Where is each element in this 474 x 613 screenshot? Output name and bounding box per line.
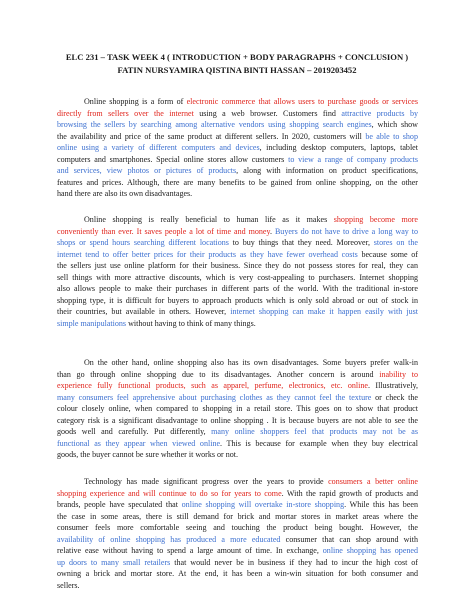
- body-text: that would never be in business if they had to incur the high cost of: [170, 557, 418, 567]
- body-text: features and prices. Although, there are many benefits to be gained from online shopping, on the other: [57, 177, 418, 187]
- body-text: using a web browser. Customers find: [193, 108, 342, 118]
- body-text: or check the: [371, 392, 418, 402]
- text-line: [57, 522, 418, 534]
- text-line: [57, 438, 418, 450]
- body-text: shopping type, it is difficult for buyers to approach products which is only sold abroad or out of stock in: [57, 295, 418, 305]
- text-line: [57, 237, 418, 249]
- text-line: [57, 214, 418, 226]
- text-line: [57, 249, 418, 261]
- body-text: than go through online shopping due to its disadvantages. Another concern is around: [57, 369, 380, 379]
- blue-highlight-text: many consumers feel apprehensive about purchasing clothes as they cannot feel the texture: [57, 392, 372, 402]
- text-line: [57, 488, 418, 500]
- text-line: [57, 415, 418, 427]
- text-line: [57, 142, 418, 154]
- red-highlight-text: electronic commerce that allows users to purchase goods or services: [186, 97, 419, 106]
- body-text: to buy things that they need. Moreover,: [228, 238, 374, 248]
- body-text: goods, the buyer cannot be sure whether it works or not.: [57, 450, 239, 460]
- paragraph-body-disadvantages: [57, 357, 418, 461]
- red-highlight-text: consumers a better online: [328, 477, 418, 486]
- body-text: . While this has been: [344, 500, 418, 510]
- body-text: . Illustratively,: [367, 381, 418, 391]
- text-line: [57, 226, 418, 238]
- body-text: , including desktop computers, laptops, tablet: [259, 143, 418, 153]
- body-text: On the other hand, online shopping also has its own disadvantages. Some buyers prefer walk-in: [84, 358, 418, 367]
- blue-highlight-text: availability of online shopping has produced a more educated: [57, 534, 281, 544]
- text-line: [57, 177, 418, 189]
- blue-highlight-text: stores on the: [373, 238, 418, 248]
- blue-highlight-text: Buyers do not have to drive a long way to: [274, 226, 418, 236]
- blue-highlight-text: online using a variety of different computers and devices: [57, 143, 260, 153]
- text-line: [57, 188, 418, 200]
- text-line: [57, 260, 418, 272]
- blue-highlight-text: online shopping will overtake in-store shopping: [181, 500, 345, 510]
- text-line: [57, 392, 418, 404]
- blue-highlight-text: to view a range of company products: [288, 154, 418, 164]
- text-line: [57, 272, 418, 284]
- text-line: [57, 119, 418, 131]
- text-line: [57, 154, 418, 166]
- body-text: Technology has made significant progress over the years to provide: [84, 477, 329, 486]
- text-line: [57, 96, 418, 108]
- blue-highlight-text: and services, view photos or pictures of products: [57, 166, 237, 176]
- text-line: [57, 557, 418, 569]
- body-text: relative ease without having to spend a large amount of time. In exchange,: [57, 546, 323, 556]
- body-text: brands, people have speculated that: [57, 500, 182, 510]
- body-text: sellers.: [57, 580, 80, 590]
- body-text: colour closely online, when compared to shopping in a retail store. This goes on to show that product: [57, 404, 418, 414]
- text-line: [57, 108, 418, 120]
- body-text: .: [269, 226, 275, 236]
- blue-highlight-text: internet tend to offer better prices for their products as they have fewer overhead costs: [57, 249, 358, 259]
- blue-highlight-text: be able to shop: [365, 131, 418, 141]
- red-highlight-text: conveniently than ever. It saves people a lot of time and money: [57, 226, 270, 236]
- body-text: Online shopping is a form of: [84, 97, 187, 106]
- blue-highlight-text: many online shoppers feel that products may not be as: [211, 427, 418, 437]
- body-text: computers and smartphones. Special online stores allow customers: [57, 154, 289, 164]
- body-text: , which show: [371, 120, 418, 130]
- body-text: owning a brick and mortar store. At the end, it has been a win-win situation for both consumer and: [57, 569, 418, 579]
- text-line: [57, 131, 418, 143]
- text-line: [57, 568, 418, 580]
- body-text: the sellers just use online platform for their business. Since they do not possess stores for real, they can: [57, 261, 418, 271]
- blue-highlight-text: browsing the sellers by searching among alternative vendors using shopping search engines: [57, 120, 372, 130]
- blue-highlight-text: functional as they appear when viewed online: [57, 438, 221, 448]
- text-line: [57, 476, 418, 488]
- body-text: their countries, but available in others. However,: [57, 307, 231, 317]
- text-line: [57, 369, 418, 381]
- body-text: , along with information on product specifications,: [236, 166, 419, 176]
- text-line: [57, 545, 418, 557]
- text-line: [57, 380, 418, 392]
- blue-highlight-text: attractive products by: [341, 108, 418, 118]
- body-text: consumer that can shop around with: [280, 534, 418, 544]
- text-line: [57, 511, 418, 523]
- text-line: [57, 357, 418, 369]
- red-highlight-text: shopping become more: [333, 215, 418, 224]
- paragraph-introduction: [57, 96, 418, 200]
- blue-highlight-text: shops or spend hours searching different locations: [57, 238, 229, 248]
- document-author: FATIN NURSYAMIRA QISTINA BINTI HASSAN – 2019203452: [117, 65, 357, 75]
- text-line: [57, 580, 418, 592]
- body-text: sell things with more attractive discounts, which is very cost-appealing to purchasers. Internet shopping: [57, 272, 418, 282]
- body-text: because some of: [357, 249, 418, 259]
- text-line: [57, 403, 418, 415]
- text-line: [57, 499, 418, 511]
- body-text: also allows people to make their purchases in different parts of the world. With the traditional in-store: [57, 284, 418, 294]
- body-text: category risk is a significant disadvantage to online shopping . It is because buyers are not able to see the: [57, 415, 418, 425]
- red-highlight-text: inability to: [379, 369, 418, 379]
- body-text: the availability and price of the same product at different sellers. In 2020, customers will: [57, 131, 366, 141]
- blue-highlight-text: simple manipulations: [57, 318, 127, 328]
- body-text: . This is because for example when they buy electrical: [220, 438, 418, 448]
- blue-highlight-text: up doors to many small retailers: [57, 557, 171, 567]
- red-highlight-text: directly from sellers over the internet: [57, 108, 194, 118]
- paragraph-body-advantages: [57, 214, 418, 329]
- text-line: [57, 318, 418, 330]
- blue-highlight-text: internet shopping can make it happen easily with just: [230, 307, 418, 317]
- text-line: [57, 306, 418, 318]
- document-title: ELC 231 – TASK WEEK 4 ( INTRODUCTION + BODY PARAGRAPHS + CONCLUSION ): [65, 52, 409, 62]
- text-line: [57, 449, 418, 461]
- body-text: hand there are also its own disadvantages.: [57, 189, 193, 199]
- text-line: [57, 426, 418, 438]
- text-line: [57, 534, 418, 546]
- body-text: Online shopping is really beneficial to human life as it makes: [84, 215, 334, 224]
- body-text: consumer feels more comfortable seeing and touching the product being bought. However, the: [57, 523, 418, 533]
- body-text: the case in some areas, there is still demand for brick and mortar stores in market areas where the: [57, 511, 418, 521]
- paragraph-conclusion: [57, 476, 418, 591]
- red-highlight-text: shopping experience and will continue to do so for years to come: [57, 488, 282, 498]
- text-line: [57, 283, 418, 295]
- text-line: [57, 295, 418, 307]
- red-highlight-text: experience fully functional products, such as apparel, perfume, electronics, etc. online: [57, 381, 368, 391]
- text-line: [57, 165, 418, 177]
- body-text: goods well and carefully. Put differently,: [57, 427, 212, 437]
- body-text: . With the rapid growth of products and: [281, 488, 418, 498]
- blue-highlight-text: online shopping has opened: [322, 546, 419, 556]
- body-text: without having to think of many things.: [126, 318, 256, 328]
